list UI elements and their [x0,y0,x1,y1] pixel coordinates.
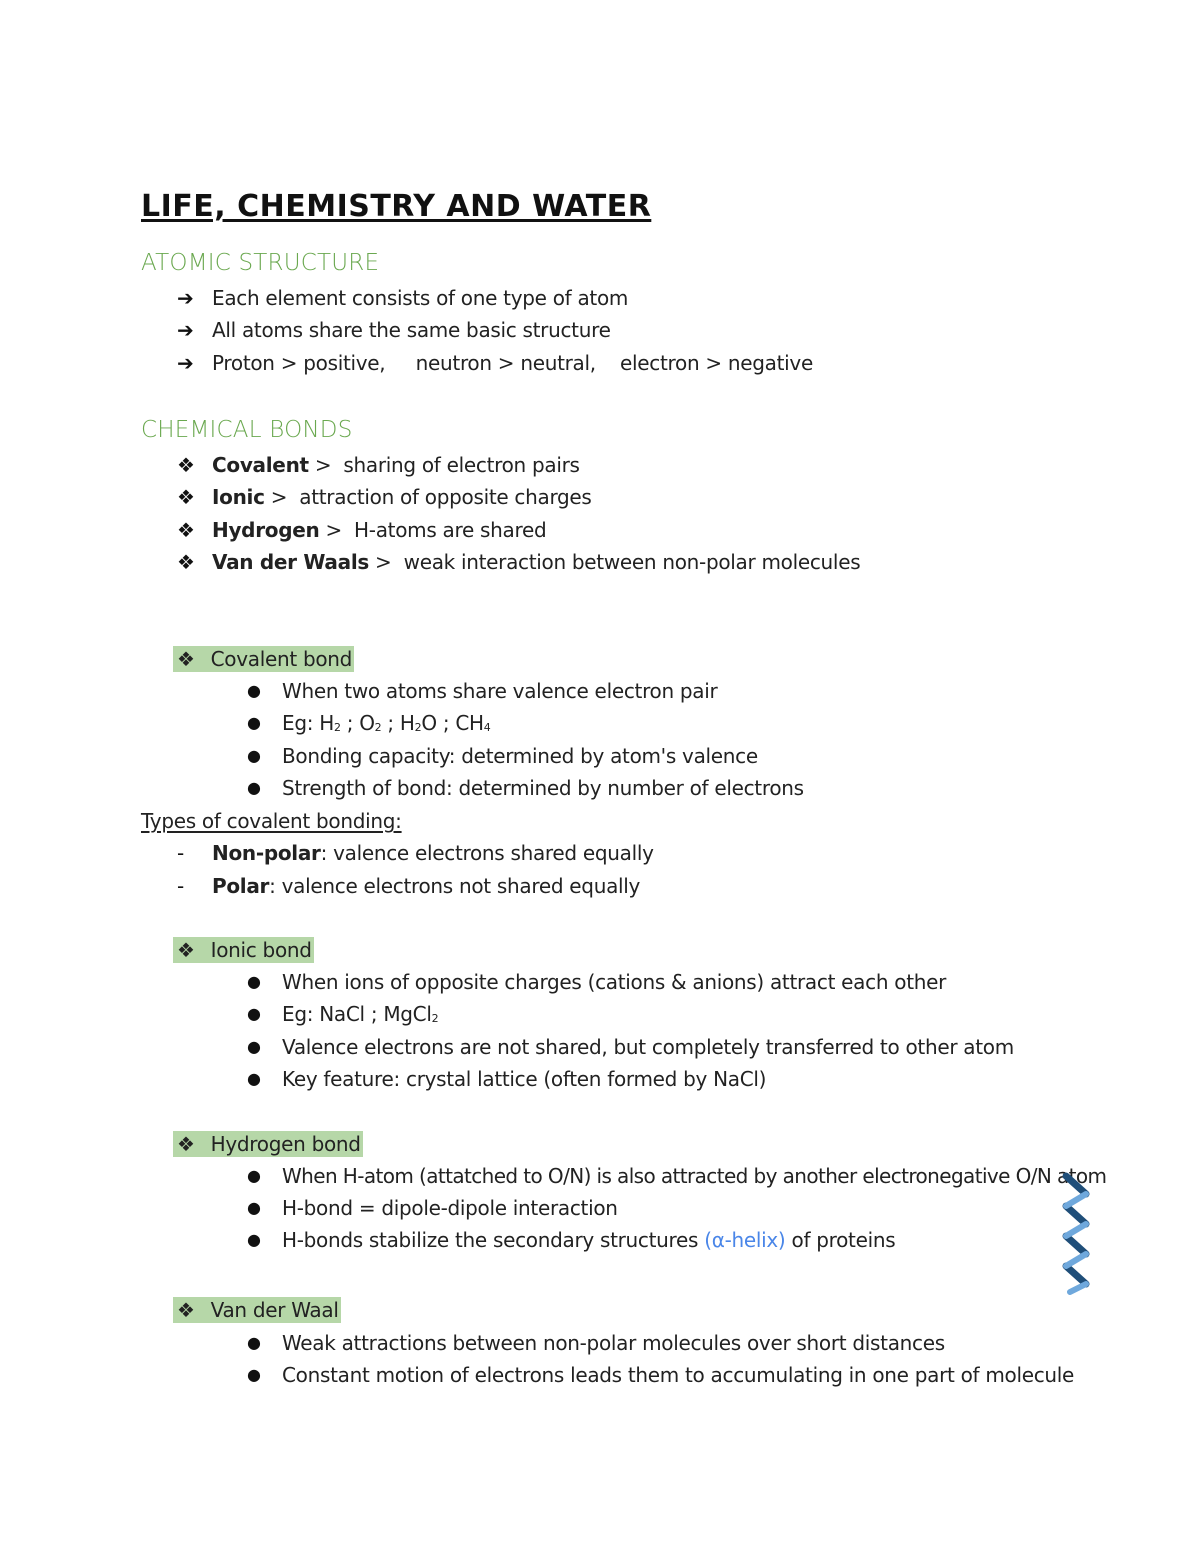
diamond-bullet-icon: ❖ [177,550,195,574]
dot-bullet-icon: ● [247,1333,261,1352]
arrow-bullet-icon: ➔ [177,351,194,375]
diamond-bullet-icon: ❖ [177,1298,195,1322]
subheading-van-der-waal: ❖ Van der Waal [173,1297,341,1323]
diamond-bullet-icon: ❖ [177,453,195,477]
dot-bullet-icon: ● [247,1069,261,1088]
subheading-ionic-bond: ❖ Ionic bond [173,937,314,963]
subheading-covalent-bond: ❖ Covalent bond [173,646,354,672]
alpha-helix-illustration [1060,1172,1092,1296]
dot-bullet-icon: ● [247,1166,261,1185]
dot-bullet-icon: ● [247,746,261,765]
dot-bullet-icon: ● [247,681,261,700]
section-heading-chemical-bonds: CHEMICAL BONDS [141,417,353,443]
document-page: LIFE, CHEMISTRY AND WATER ATOMIC STRUCTURE ➔ Each element consists of one type of atom ➔ All atoms share the same basic structure ➔ Proton > positive, neutron > neutral, electron > negative CHEMICAL BONDS ❖ Covalent > sharing of electron pairs ❖ Ionic > attraction of opposite charges ❖ Hydrogen > H-atoms are shared ❖ Van der Waals > weak interaction between non-polar molecules ❖ Covalent bond ● When two atoms share valence electron pair ● Eg: $H_2$ ; $O_2$ ; $H_2O$ ; $CH_4$ ● Bonding capacity: determined by atom's valence ● Strength of bond: determined by number of electrons Types of covalent bonding: - Non-polar: valence electrons shared equally - Polar: valence electrons not shared equally ❖ Ionic bond ● When ions of opposite charges (cations & anions) attract each other ● Eg: NaCl ; MgCl$_2$ ● Valence electrons are not shared, but completely transferred to other atom ● Key feature: crystal lattice (often formed by NaCl) ❖ Hydrogen bond ● When H-atom (attatched to O/N) is also attracted by another electronegative O/N atom ● H-bond = dipole-dipole interaction ● H-bonds stabilize the secondary structures (α-helix) of proteins ❖ Van der Waal ● Weak attractions between non-polar molecules over short distances ● Constant motion of electrons leads them to accumulating in one part of molecule [141,189,1107,1387]
diamond-bullet-icon: ❖ [177,1132,195,1156]
section-heading-atomic-structure: ATOMIC STRUCTURE [141,250,380,276]
dot-bullet-icon: ● [247,1198,261,1217]
subheading-hydrogen-bond: ❖ Hydrogen bond [173,1131,363,1157]
arrow-bullet-icon: ➔ [177,318,194,342]
dash-bullet-icon: - [177,841,184,865]
dash-bullet-icon: - [177,874,184,898]
dot-bullet-icon: ● [247,1230,261,1249]
page-title: LIFE, CHEMISTRY AND WATER [141,189,652,224]
diamond-bullet-icon: ❖ [177,485,195,509]
diamond-bullet-icon: ❖ [177,647,195,671]
dot-bullet-icon: ● [247,972,261,991]
arrow-bullet-icon: ➔ [177,286,194,310]
dot-bullet-icon: ● [247,778,261,797]
types-label: Types of covalent bonding: [141,809,402,833]
dot-bullet-icon: ● [247,1365,261,1384]
alpha-helix-link[interactable]: (α-helix) [704,1228,786,1252]
dot-bullet-icon: ● [247,1004,261,1023]
dot-bullet-icon: ● [247,713,261,732]
diamond-bullet-icon: ❖ [177,938,195,962]
diamond-bullet-icon: ❖ [177,518,195,542]
dot-bullet-icon: ● [247,1037,261,1056]
